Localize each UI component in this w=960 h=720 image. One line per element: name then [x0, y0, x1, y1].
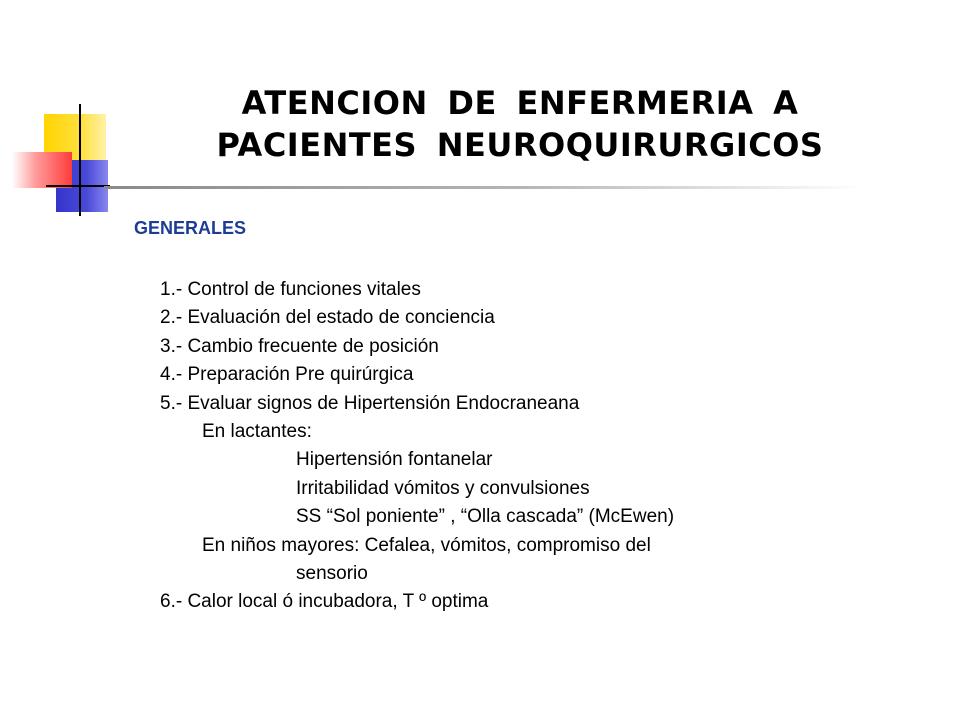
- sub-item: SS “Sol poniente” , “Olla cascada” (McEwen): [296, 506, 675, 528]
- slide-title: [120, 82, 920, 166]
- list-item: 6.- Calor local ó incubadora, T º optima: [160, 591, 489, 613]
- sub-item: sensorio: [296, 562, 368, 584]
- sub-heading: En niños mayores: Cefalea, vómitos, compromiso del: [202, 534, 651, 556]
- list-item: 4.- Preparación Pre quirúrgica: [160, 364, 414, 386]
- list-item: 2.- Evaluación del estado de conciencia: [160, 307, 495, 329]
- sub-item: Irritabilidad vómitos y convulsiones: [296, 477, 590, 499]
- slide-body: [160, 276, 674, 617]
- decorative-vertical-line: [79, 104, 81, 216]
- decorative-horizontal-line: [46, 185, 110, 187]
- sub-item: Hipertensión fontanelar: [296, 449, 493, 471]
- title-underline-rule: [104, 186, 864, 189]
- decorative-red-bar: [12, 152, 72, 188]
- section-heading: GENERALES: [134, 218, 247, 238]
- list-item: 5.- Evaluar signos de Hipertensión Endocraneana: [160, 392, 580, 414]
- slide-title-line-2: PACIENTES NEUROQUIRURGICOS: [216, 126, 824, 164]
- list-item: 3.- Cambio frecuente de posición: [160, 335, 439, 357]
- list-item: 1.- Control de funciones vitales: [160, 279, 421, 300]
- sub-heading: En lactantes:: [202, 420, 312, 442]
- slide-title-line-1: ATENCION DE ENFERMERIA A: [241, 84, 799, 122]
